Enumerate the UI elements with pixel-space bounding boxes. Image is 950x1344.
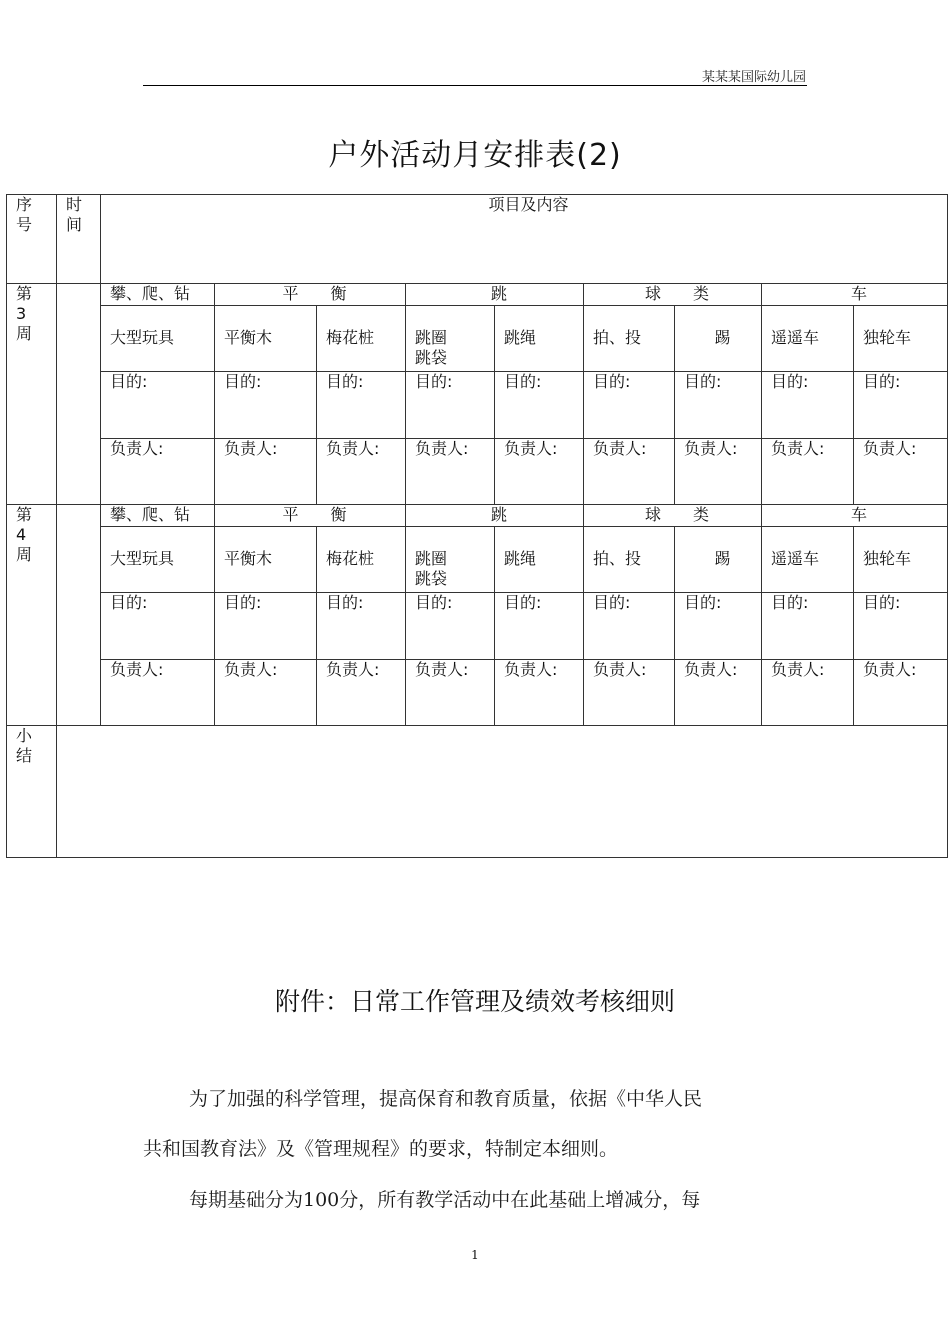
header-items: 项目及内容: [101, 195, 948, 284]
group-vehicle: 车: [762, 505, 948, 527]
header-rule: [143, 85, 807, 86]
owner-cell: 负责人:: [495, 439, 584, 505]
schedule-table: [6, 194, 948, 858]
purpose-cell: 目的:: [762, 593, 854, 660]
summary-cell: [57, 726, 948, 858]
page-number: 1: [471, 1248, 479, 1262]
owner-cell: 负责人:: [495, 660, 584, 726]
header-time: 时 间: [57, 195, 101, 284]
owner-cell: 负责人:: [854, 660, 948, 726]
activity-cell: 大型玩具: [101, 527, 215, 593]
group-climb: 攀、爬、钻: [101, 505, 215, 527]
group-balance: 平 衡: [215, 284, 406, 306]
header-seq: 序 号: [7, 195, 57, 284]
summary-label: 小 结: [7, 726, 57, 858]
activity-cell: 拍、投: [584, 527, 675, 593]
activity-cell: 踢: [675, 527, 762, 593]
owner-cell: 负责人:: [101, 660, 215, 726]
group-climb: 攀、爬、钻: [101, 284, 215, 306]
owner-cell: 负责人:: [675, 660, 762, 726]
group-ball: 球 类: [584, 505, 762, 527]
group-jump: 跳: [406, 284, 584, 306]
group-jump: 跳: [406, 505, 584, 527]
purpose-cell: 目的:: [762, 372, 854, 439]
header-org-name: 某某某国际幼儿园: [701, 70, 806, 85]
group-ball: 球 类: [584, 284, 762, 306]
owner-cell: 负责人:: [675, 439, 762, 505]
purpose-cell: 目的:: [317, 593, 406, 660]
owner-cell: 负责人:: [101, 439, 215, 505]
owner-cell: 负责人:: [215, 439, 317, 505]
purpose-cell: 目的:: [101, 593, 215, 660]
activity-cell: 遥遥车: [762, 527, 854, 593]
week-time-cell: [57, 284, 101, 505]
activity-cell: 大型玩具: [101, 306, 215, 372]
activity-cell: 跳绳: [495, 306, 584, 372]
activity-cell: 梅花桩: [317, 306, 406, 372]
purpose-cell: 目的:: [675, 593, 762, 660]
purpose-cell: 目的:: [215, 372, 317, 439]
purpose-cell: 目的:: [495, 372, 584, 439]
activity-cell: 跳圈 跳袋: [406, 306, 495, 372]
activity-cell: 遥遥车: [762, 306, 854, 372]
owner-cell: 负责人:: [406, 660, 495, 726]
activity-cell: 独轮车: [854, 527, 948, 593]
purpose-cell: 目的:: [406, 593, 495, 660]
purpose-cell: 目的:: [215, 593, 317, 660]
purpose-cell: 目的:: [406, 372, 495, 439]
owner-cell: 负责人:: [584, 439, 675, 505]
week-time-cell: [57, 505, 101, 726]
purpose-cell: 目的:: [675, 372, 762, 439]
activity-cell: 跳圈 跳袋: [406, 527, 495, 593]
group-vehicle: 车: [762, 284, 948, 306]
annex-paragraph-line: 每期基础分为100分，所有教学活动中在此基础上增减分，每: [189, 1189, 701, 1211]
purpose-cell: 目的:: [854, 372, 948, 439]
activity-cell: 独轮车: [854, 306, 948, 372]
activity-cell: 平衡木: [215, 527, 317, 593]
owner-cell: 负责人:: [854, 439, 948, 505]
activity-cell: 拍、投: [584, 306, 675, 372]
purpose-cell: 目的:: [317, 372, 406, 439]
owner-cell: 负责人:: [317, 439, 406, 505]
owner-cell: 负责人:: [762, 439, 854, 505]
owner-cell: 负责人:: [406, 439, 495, 505]
purpose-cell: 目的:: [584, 372, 675, 439]
owner-cell: 负责人:: [584, 660, 675, 726]
owner-cell: 负责人:: [317, 660, 406, 726]
purpose-cell: 目的:: [101, 372, 215, 439]
week-label: 第 3 周: [7, 284, 57, 505]
purpose-cell: 目的:: [854, 593, 948, 660]
annex-paragraph-line: 为了加强的科学管理，提高保育和教育质量，依据《中华人民: [189, 1088, 703, 1110]
activity-cell: 踢: [675, 306, 762, 372]
owner-cell: 负责人:: [215, 660, 317, 726]
page-title: 户外活动月安排表(2): [328, 138, 622, 173]
activity-cell: 平衡木: [215, 306, 317, 372]
annex-title: 附件：日常工作管理及绩效考核细则: [274, 987, 675, 1016]
activity-cell: 梅花桩: [317, 527, 406, 593]
activity-cell: 跳绳: [495, 527, 584, 593]
week-label: 第 4 周: [7, 505, 57, 726]
purpose-cell: 目的:: [584, 593, 675, 660]
annex-paragraph-line: 共和国教育法》及《管理规程》的要求，特制定本细则。: [143, 1138, 619, 1160]
purpose-cell: 目的:: [495, 593, 584, 660]
group-balance: 平 衡: [215, 505, 406, 527]
owner-cell: 负责人:: [762, 660, 854, 726]
